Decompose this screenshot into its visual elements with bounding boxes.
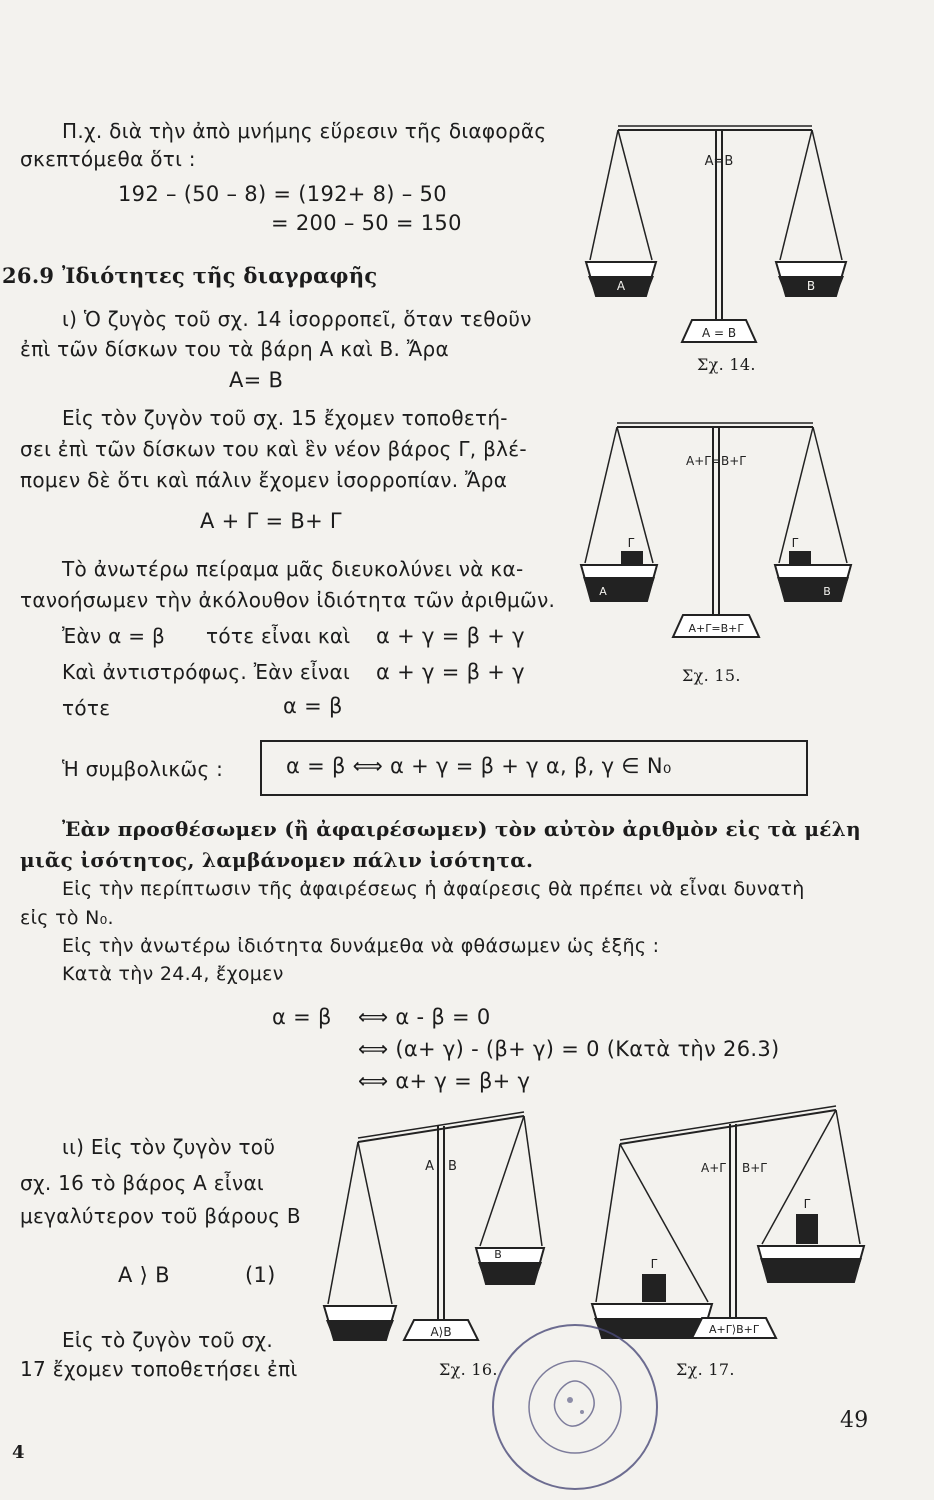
symbolic-label: Ἡ συμβολικῶς : [62, 757, 224, 781]
fig17-top-left-label: Α+Γ [701, 1161, 726, 1175]
fig14-top-label: Α=Β [704, 154, 734, 169]
footer-mark: 4 [12, 1442, 25, 1463]
library-stamp [490, 1320, 660, 1495]
derivation-a-eq-b: α = β [272, 1005, 332, 1029]
fig17-base-label: Α+Γ⟩Β+Γ [708, 1323, 760, 1336]
part2-line-5: Εἰς τὸ ζυγὸν τοῦ σχ. [62, 1328, 273, 1352]
fig14-caption: Σχ. 14. [697, 355, 756, 374]
symbolic-formula: α = β ⟺ α + γ = β + γ α, β, γ ∈ N₀ [286, 754, 672, 778]
figure-15 [575, 405, 860, 655]
fig17-caption: Σχ. 17. [676, 1360, 735, 1379]
part1-equation-sum: α + γ = β + γ [376, 624, 525, 648]
fig16-right-pan-label: Β [494, 1248, 502, 1261]
part1-line-4: Εἰς τὸν ζυγὸν τοῦ σχ. 15 ἔχομεν τοποθετή- [62, 406, 508, 430]
fig16-top-right-label: Β [448, 1159, 457, 1174]
fig15-base-label: Α+Γ=Β+Γ [688, 622, 744, 635]
part1-equation-a-eq-b: Α= Β [229, 368, 284, 392]
fig15-right-weight-label: Γ [791, 536, 799, 550]
part2-line-1: ιι) Εἰς τὸν ζυγὸν τοῦ [62, 1135, 276, 1159]
fig17-right-weight-label: Γ [803, 1197, 811, 1211]
fig15-left-weight-label: Γ [627, 536, 635, 550]
fig14-left-pan-label: Α [616, 279, 626, 293]
rule-line-2: μιᾶς ἰσότητος, λαμβάνομεν πάλιν ἰσότητα. [20, 848, 534, 872]
page-number: 49 [840, 1408, 869, 1433]
figure-17 [590, 1098, 870, 1348]
part1-line-8: Τὸ ἀνωτέρω πείραμα μᾶς διευκολύνει νὰ κα- [62, 557, 524, 581]
part1-line-1: ι) Ὁ ζυγὸς τοῦ σχ. 14 ἰσορροπεῖ, ὅταν τεθοῦν [62, 307, 532, 331]
section-heading: 26.9 Ἰδιότητες τῆς διαγραφῆς [2, 263, 378, 288]
part1-line-9: τανοήσωμεν τὴν ἀκόλουθον ἰδιότητα τῶν ἀριθμῶν. [20, 588, 556, 612]
part2-line-2: σχ. 16 τὸ βάρος Α εἶναι [20, 1171, 264, 1195]
rule-line-4: εἰς τὸ N₀. [20, 907, 114, 929]
derivation-row-2: ⟺ (α+ γ) - (β+ γ) = 0 (Κατὰ τὴν 26.3) [358, 1037, 780, 1061]
fig15-caption: Σχ. 15. [682, 666, 741, 685]
fig17-left-weight-label: Γ [650, 1257, 658, 1271]
derivation-row-3: ⟺ α+ γ = β+ γ [358, 1069, 531, 1093]
intro-line-1: Π.χ. διὰ τὴν ἀπὸ μνήμης εὕρεσιν τῆς διαφορᾶς [62, 119, 547, 143]
rule-line-5: Εἰς τὴν ἀνωτέρω ἰδιότητα δυνάμεθα νὰ φθάσωμεν ὡς ἑξῆς : [62, 935, 660, 957]
part1-conversely: Καὶ ἀντιστρόφως. Ἐὰν εἶναι [62, 660, 351, 684]
part2-line-6: 17 ἔχομεν τοποθετήσει ἐπὶ [20, 1357, 298, 1381]
fig14-base-label: Α = Β [701, 326, 737, 340]
rule-line-1: Ἐὰν προσθέσωμεν (ἢ ἀφαιρέσωμεν) τὸν αὐτὸν ἀριθμὸν εἰς τὰ μέλη [62, 817, 861, 841]
intro-line-2: σκεπτόμεθα ὅτι : [20, 147, 196, 171]
derivation-row-1: ⟺ α - β = 0 [358, 1005, 491, 1029]
part1-if-a-eq-b: Ἐὰν α = β [62, 624, 166, 648]
intro-equation-2: = 200 – 50 = 150 [271, 211, 462, 235]
part2-eq-number: (1) [245, 1263, 276, 1287]
part1-equation-a-plus-g: Α + Γ = Β+ Γ [200, 509, 342, 533]
part1-line-2: ἐπὶ τῶν δίσκων του τὰ βάρη Α καὶ Β. Ἄρα [20, 337, 450, 361]
fig16-top-left-label: Α [425, 1159, 434, 1174]
fig15-left-pan-label: Α [599, 585, 607, 598]
fig15-right-pan-label: Β [823, 585, 831, 598]
fig15-top-label: Α+Γ=Β+Γ [686, 454, 746, 468]
part1-then-also: τότε εἶναι καὶ [206, 624, 351, 648]
rule-line-6: Κατὰ τὴν 24.4, ἔχομεν [62, 963, 284, 985]
part2-inequality: Α ⟩ Β [118, 1263, 170, 1287]
part1-then: τότε [62, 696, 111, 720]
rule-line-3: Εἰς τὴν περίπτωσιν τῆς ἀφαιρέσεως ἡ ἀφαίρεσις θὰ πρέπει νὰ εἶναι δυνατὴ [62, 878, 805, 900]
part1-line-6: πομεν δὲ ὅτι καὶ πάλιν ἔχομεν ἰσορροπίαν. Ἄρα [20, 468, 508, 492]
part1-equation-a-eq-b-2: α = β [283, 694, 343, 718]
part1-line-5: σει ἐπὶ τῶν δίσκων του καὶ ἓν νέον βάρος Γ, βλέ- [20, 437, 527, 461]
figure-14 [580, 110, 860, 370]
intro-equation-1: 192 – (50 – 8) = (192+ 8) – 50 [118, 182, 447, 206]
fig16-caption: Σχ. 16. [439, 1360, 498, 1379]
fig17-top-right-label: Β+Γ [742, 1161, 767, 1175]
part2-line-3: μεγαλύτερον τοῦ βάρους Β [20, 1204, 301, 1228]
fig14-right-pan-label: Β [806, 279, 816, 293]
part1-equation-sum-2: α + γ = β + γ [376, 660, 525, 684]
fig16-base-label: Α⟩Β [430, 1325, 452, 1339]
